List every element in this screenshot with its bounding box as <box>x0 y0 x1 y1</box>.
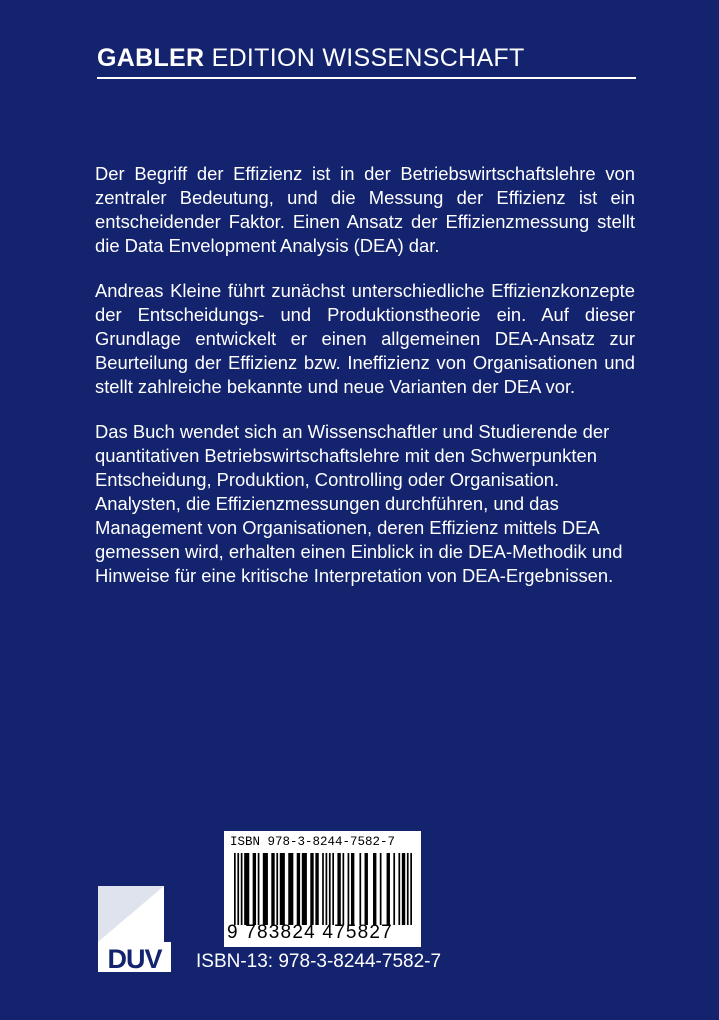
barcode-bar <box>288 853 293 925</box>
barcode-bar <box>343 853 345 925</box>
barcode-bar <box>315 853 318 925</box>
barcode-bar <box>322 853 324 925</box>
barcode-bar <box>263 853 268 925</box>
barcode-bar <box>271 853 274 925</box>
barcode-bar <box>302 853 307 925</box>
barcode-bar <box>326 853 328 925</box>
blurb-paragraph-2: Andreas Kleine führt zunächst unterschiedliche Effizienzkonzepte der Entscheidungs- und Produktionstheorie ein. Auf dieser Grundlage entwickelt er einen allgemeinen DEA-Ansatz zur Beurteilung der Effizienz bzw. Ineffizienz von Organisationen und stellt zahlreiche bekannte und neue Varianten der DEA vor. <box>95 280 635 397</box>
barcode-bar <box>329 853 331 925</box>
series-brand: GABLER <box>97 44 205 72</box>
barcode-bar <box>310 853 313 925</box>
duv-logo-icon <box>98 886 171 972</box>
barcode-bar <box>258 853 260 925</box>
barcode-bars <box>234 853 412 925</box>
barcode-bar <box>280 853 285 925</box>
barcode-bar <box>297 853 300 925</box>
barcode-bar <box>237 853 239 925</box>
barcode-bar <box>365 853 368 925</box>
isbn-barcode <box>224 831 421 947</box>
barcode-bar <box>410 853 412 925</box>
series-title <box>97 44 525 73</box>
barcode-bar <box>393 853 395 925</box>
barcode-bar <box>332 853 334 925</box>
duv-logo-text: DUV <box>107 944 162 972</box>
barcode-bar <box>348 853 350 925</box>
barcode-bar <box>234 853 236 925</box>
blurb-paragraph-3: Das Buch wendet sich an Wissenschaftler und Studierende der quantitativen Betriebswirtschaftslehre mit den Schwerpunkten Entscheidung, Produktion, Controlling oder Organisation. Analysten, die Effizienzmessungen durchführen, und das Management von Organisationen, deren Effizienz mittels DEA gemessen wird, erhalten einen Einblick in die DEA-Methodik und Hinweise für eine kritische Interpretation von DEA-Ergebnissen. <box>95 421 623 586</box>
isbn-13: ISBN-13: 978-3-8244-7582-7 <box>196 951 442 972</box>
barcode-bar <box>380 853 382 925</box>
barcode-bar <box>373 853 376 925</box>
barcode-bar <box>398 853 400 925</box>
barcode-digits: 9 783824 475827 <box>227 922 393 943</box>
barcode-bar <box>337 853 340 925</box>
barcode-bar <box>253 853 256 925</box>
barcode-bar <box>276 853 278 925</box>
barcode-bar <box>244 853 249 925</box>
barcode-bar <box>387 853 390 925</box>
barcode-bar <box>402 853 405 925</box>
back-cover-blurb <box>95 162 635 609</box>
barcode-isbn-label: ISBN 978-3-8244-7582-7 <box>230 835 396 849</box>
barcode-bar <box>359 853 361 925</box>
barcode-bar <box>407 853 409 925</box>
header-rule <box>97 77 636 79</box>
barcode-bar <box>351 853 354 925</box>
barcode-bar <box>241 853 243 925</box>
series-name: EDITION WISSENSCHAFT <box>204 44 525 72</box>
blurb-paragraph-1: Der Begriff der Effizienz ist in der Betriebswirtschaftslehre von zentraler Bedeutung, und die Messung der Effizienz ist ein entscheidender Faktor. Einen Ansatz der Effizienzmessung stellt die Data Envelopment Analysis (DEA) dar. <box>95 163 635 256</box>
